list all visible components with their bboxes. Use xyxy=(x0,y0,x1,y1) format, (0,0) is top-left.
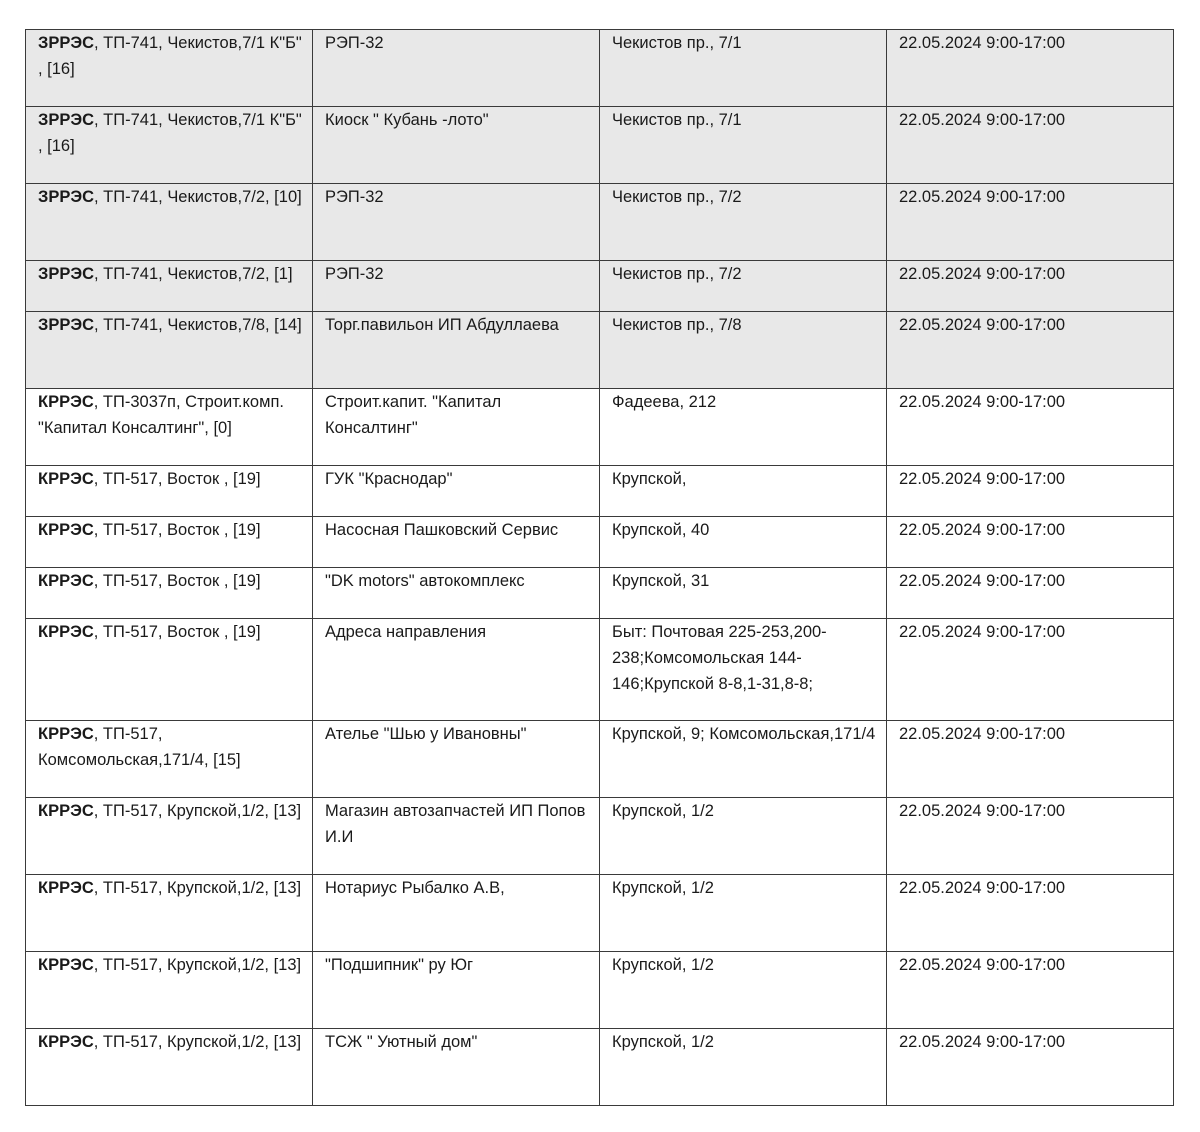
cell-time: 22.05.2024 9:00-17:00 xyxy=(887,107,1174,184)
table-row xyxy=(26,568,1174,619)
cell-time: 22.05.2024 9:00-17:00 xyxy=(887,517,1174,568)
cell-consumer: РЭП-32 xyxy=(313,261,600,312)
cell-consumer: "Подшипник" ру Юг xyxy=(313,952,600,1029)
table-row xyxy=(26,184,1174,261)
table-row xyxy=(26,875,1174,952)
cell-consumer: Магазин автозапчастей ИП Попов И.И xyxy=(313,798,600,875)
table-row xyxy=(26,798,1174,875)
substation-source: , ТП-517, Комсомольская,171/4, [15] xyxy=(38,725,241,769)
cell-address: Фадеева, 212 xyxy=(600,389,887,466)
rayon-code: КРРЭС xyxy=(38,956,94,974)
substation-source: , ТП-517, Восток , [19] xyxy=(93,470,261,488)
cell-time: 22.05.2024 9:00-17:00 xyxy=(887,312,1174,389)
substation-source: , ТП-517, Крупской,1/2, [13] xyxy=(93,802,302,820)
rayon-code: ЗРРЭС xyxy=(38,111,95,129)
substation-source: , ТП-517, Восток , [19] xyxy=(93,623,261,641)
substation-source: , ТП-741, Чекистов,7/1 К"Б" , [16] xyxy=(38,111,302,155)
substation-source: , ТП-741, Чекистов,7/2, [1] xyxy=(94,265,293,283)
cell-address: Крупской, 31 xyxy=(600,568,887,619)
substation-source: , ТП-517, Восток , [19] xyxy=(93,572,261,590)
substation-source: , ТП-517, Крупской,1/2, [13] xyxy=(93,879,302,897)
cell-source xyxy=(26,619,313,721)
cell-address: Крупской, 1/2 xyxy=(600,1029,887,1106)
cell-time: 22.05.2024 9:00-17:00 xyxy=(887,568,1174,619)
cell-source xyxy=(26,875,313,952)
cell-source xyxy=(26,389,313,466)
cell-consumer: Адреса направления xyxy=(313,619,600,721)
table-row xyxy=(26,261,1174,312)
rayon-code: КРРЭС xyxy=(38,572,94,590)
outage-table-body xyxy=(26,30,1174,1106)
cell-consumer: РЭП-32 xyxy=(313,184,600,261)
table-row xyxy=(26,952,1174,1029)
table-row xyxy=(26,107,1174,184)
rayon-code: ЗРРЭС xyxy=(38,188,95,206)
cell-address: Быт: Почтовая 225-253,200-238;Комсомольская 144-146;Крупской 8-8,1-31,8-8; xyxy=(600,619,887,721)
table-row xyxy=(26,30,1174,107)
table-row xyxy=(26,1029,1174,1106)
table-row xyxy=(26,312,1174,389)
rayon-code: КРРЭС xyxy=(38,725,94,743)
rayon-code: ЗРРЭС xyxy=(38,316,95,334)
cell-address: Чекистов пр., 7/1 xyxy=(600,107,887,184)
cell-source xyxy=(26,107,313,184)
substation-source: , ТП-741, Чекистов,7/2, [10] xyxy=(94,188,302,206)
cell-consumer: Ателье "Шью у Ивановны" xyxy=(313,721,600,798)
cell-time: 22.05.2024 9:00-17:00 xyxy=(887,875,1174,952)
cell-address: Крупской, 1/2 xyxy=(600,952,887,1029)
rayon-code: КРРЭС xyxy=(38,802,94,820)
cell-address: Крупской, 9; Комсомольская,171/4 xyxy=(600,721,887,798)
cell-time: 22.05.2024 9:00-17:00 xyxy=(887,1029,1174,1106)
rayon-code: КРРЭС xyxy=(38,393,94,411)
cell-source xyxy=(26,568,313,619)
cell-address: Чекистов пр., 7/2 xyxy=(600,261,887,312)
cell-time: 22.05.2024 9:00-17:00 xyxy=(887,952,1174,1029)
cell-address: Чекистов пр., 7/8 xyxy=(600,312,887,389)
cell-address: Крупской, 1/2 xyxy=(600,875,887,952)
rayon-code: КРРЭС xyxy=(38,1033,94,1051)
cell-address: Крупской, xyxy=(600,466,887,517)
rayon-code: КРРЭС xyxy=(38,521,94,539)
cell-source xyxy=(26,721,313,798)
cell-consumer: Нотариус Рыбалко А.В, xyxy=(313,875,600,952)
cell-source xyxy=(26,517,313,568)
rayon-code: КРРЭС xyxy=(38,623,94,641)
cell-consumer: "DK motors" автокомплекс xyxy=(313,568,600,619)
cell-source xyxy=(26,184,313,261)
cell-time: 22.05.2024 9:00-17:00 xyxy=(887,30,1174,107)
rayon-code: КРРЭС xyxy=(38,470,94,488)
substation-source: , ТП-3037п, Строит.комп. "Капитал Консалтинг", [0] xyxy=(38,393,284,437)
cell-consumer: РЭП-32 xyxy=(313,30,600,107)
cell-consumer: Торг.павильон ИП Абдуллаева xyxy=(313,312,600,389)
substation-source: , ТП-517, Крупской,1/2, [13] xyxy=(93,1033,302,1051)
cell-source xyxy=(26,312,313,389)
cell-source xyxy=(26,1029,313,1106)
cell-source xyxy=(26,261,313,312)
table-row xyxy=(26,619,1174,721)
cell-consumer: ГУК "Краснодар" xyxy=(313,466,600,517)
cell-consumer: Киоск " Кубань -лото" xyxy=(313,107,600,184)
substation-source: , ТП-741, Чекистов,7/1 К"Б" , [16] xyxy=(38,34,302,78)
cell-consumer: ТСЖ " Уютный дом" xyxy=(313,1029,600,1106)
cell-source xyxy=(26,798,313,875)
cell-time: 22.05.2024 9:00-17:00 xyxy=(887,466,1174,517)
cell-time: 22.05.2024 9:00-17:00 xyxy=(887,721,1174,798)
cell-consumer: Насосная Пашковский Сервис xyxy=(313,517,600,568)
table-row xyxy=(26,389,1174,466)
cell-time: 22.05.2024 9:00-17:00 xyxy=(887,184,1174,261)
cell-address: Чекистов пр., 7/1 xyxy=(600,30,887,107)
table-row xyxy=(26,721,1174,798)
substation-source: , ТП-741, Чекистов,7/8, [14] xyxy=(94,316,302,334)
rayon-code: ЗРРЭС xyxy=(38,265,95,283)
cell-time: 22.05.2024 9:00-17:00 xyxy=(887,261,1174,312)
rayon-code: КРРЭС xyxy=(38,879,94,897)
rayon-code: ЗРРЭС xyxy=(38,34,95,52)
table-row xyxy=(26,466,1174,517)
cell-time: 22.05.2024 9:00-17:00 xyxy=(887,389,1174,466)
cell-source xyxy=(26,30,313,107)
cell-address: Чекистов пр., 7/2 xyxy=(600,184,887,261)
substation-source: , ТП-517, Крупской,1/2, [13] xyxy=(93,956,302,974)
cell-time: 22.05.2024 9:00-17:00 xyxy=(887,798,1174,875)
cell-time: 22.05.2024 9:00-17:00 xyxy=(887,619,1174,721)
substation-source: , ТП-517, Восток , [19] xyxy=(93,521,261,539)
cell-consumer: Строит.капит. "Капитал Консалтинг" xyxy=(313,389,600,466)
cell-address: Крупской, 40 xyxy=(600,517,887,568)
outage-table xyxy=(25,29,1174,1106)
cell-source xyxy=(26,466,313,517)
cell-address: Крупской, 1/2 xyxy=(600,798,887,875)
table-row xyxy=(26,517,1174,568)
cell-source xyxy=(26,952,313,1029)
